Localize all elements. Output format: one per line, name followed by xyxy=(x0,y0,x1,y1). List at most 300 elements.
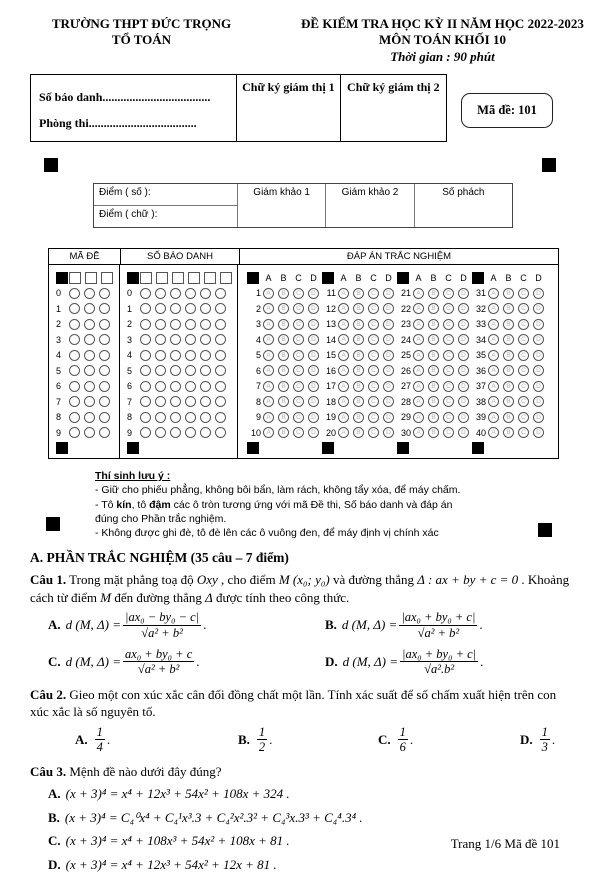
answer-bubble-q21-D[interactable]: D xyxy=(458,288,469,299)
answer-bubble-q20-C[interactable]: C xyxy=(368,427,379,438)
answer-bubble-q35-D[interactable]: D xyxy=(533,350,544,361)
exam-code-bubble-0[interactable] xyxy=(99,288,110,299)
answer-corner-slot xyxy=(247,272,261,284)
answer-bubble-q31-D[interactable]: D xyxy=(533,288,544,299)
answer-bubble-q7-B[interactable]: B xyxy=(278,381,289,392)
question-number: 20 xyxy=(325,427,336,438)
answer-bubble-q23-B[interactable]: B xyxy=(428,319,439,330)
answer-bubble-q27-B[interactable]: B xyxy=(428,381,439,392)
answer-bubble-q20-A[interactable]: A xyxy=(338,427,349,438)
exam-code-bubble-5[interactable] xyxy=(69,365,80,376)
question-number: 28 xyxy=(400,396,411,407)
candidate-number-bubble-8[interactable] xyxy=(215,412,226,423)
exam-code-digit-label: 4 xyxy=(56,350,62,361)
candidate-number-bubble-0[interactable] xyxy=(185,288,196,299)
answer-bubble-q13-C[interactable]: C xyxy=(368,319,379,330)
answer-bubble-q33-A[interactable]: A xyxy=(488,319,499,330)
answer-bubble-q29-A[interactable]: A xyxy=(413,412,424,423)
answer-bubble-q1-C[interactable]: C xyxy=(293,288,304,299)
answer-bubble-q9-B[interactable]: B xyxy=(278,412,289,423)
answer-bubble-q8-D[interactable]: D xyxy=(308,396,319,407)
answer-bubble-q34-D[interactable]: D xyxy=(533,334,544,345)
answer-bubble-q5-A[interactable]: A xyxy=(263,350,274,361)
answer-bubble-q14-B[interactable]: B xyxy=(353,334,364,345)
candidate-number-digit-label: 1 xyxy=(127,303,133,314)
exam-code-bubble-3[interactable] xyxy=(99,334,110,345)
answer-bubble-q30-A[interactable]: A xyxy=(413,427,424,438)
option-b xyxy=(325,610,602,640)
exam-code-bubble-5[interactable] xyxy=(99,365,110,376)
answer-bubble-q26-D[interactable]: D xyxy=(458,365,469,376)
answer-bubble-q30-D[interactable]: D xyxy=(458,427,469,438)
exam-code-column-header: MÃ ĐỀ xyxy=(69,250,100,262)
answer-bubble-q8-A[interactable]: A xyxy=(263,396,274,407)
answer-bubble-q2-D[interactable]: D xyxy=(308,303,319,314)
answer-bubble-q10-A[interactable]: A xyxy=(263,427,274,438)
candidate-number-bubble-8[interactable] xyxy=(185,412,196,423)
answer-bubble-q37-A[interactable]: A xyxy=(488,381,499,392)
candidate-number-bubble-8[interactable] xyxy=(140,412,151,423)
candidate-number-bubble-2[interactable] xyxy=(215,319,226,330)
answer-bubble-q17-A[interactable]: A xyxy=(338,381,349,392)
answer-bubble-q24-D[interactable]: D xyxy=(458,334,469,345)
option-formula: (x + 3)⁴ = x⁴ + 12x³ + 54x² + 108x + 324 . xyxy=(65,786,290,802)
answer-bubble-q26-A[interactable]: A xyxy=(413,365,424,376)
candidate-number-bubble-5[interactable] xyxy=(155,365,166,376)
answer-bubble-q2-C[interactable]: C xyxy=(293,303,304,314)
question-number: 23 xyxy=(400,319,411,330)
candidate-number-bubble-7[interactable] xyxy=(155,396,166,407)
answer-bubble-q10-D[interactable]: D xyxy=(308,427,319,438)
answer-bubble-q18-D[interactable]: D xyxy=(383,396,394,407)
answer-bubble-q11-A[interactable]: A xyxy=(338,288,349,299)
question-number: 33 xyxy=(475,319,486,330)
answer-bubble-q33-D[interactable]: D xyxy=(533,319,544,330)
answer-bubble-q37-C[interactable]: C xyxy=(518,381,529,392)
notes-title: Thí sinh lưu ý : xyxy=(95,470,171,483)
exam-code-bubble-1[interactable] xyxy=(84,303,95,314)
candidate-number-bubble-3[interactable] xyxy=(170,334,181,345)
exam-code-bubble-6[interactable] xyxy=(84,381,95,392)
answer-bubble-q8-C[interactable]: C xyxy=(293,396,304,407)
answer-bubble-q25-C[interactable]: C xyxy=(443,350,454,361)
candidate-number-bubble-3[interactable] xyxy=(140,334,151,345)
answer-bubble-q27-D[interactable]: D xyxy=(458,381,469,392)
candidate-number-digit-row xyxy=(127,365,237,377)
answer-row-17 xyxy=(322,380,397,392)
answer-bubble-q9-A[interactable]: A xyxy=(263,412,274,423)
candidate-number-digit-row xyxy=(127,318,237,330)
candidate-number-bubble-2[interactable] xyxy=(170,319,181,330)
answer-bubble-q6-A[interactable]: A xyxy=(263,365,274,376)
answer-bubble-q24-B[interactable]: B xyxy=(428,334,439,345)
proctor1-signature-cell: Chữ ký giám thị 1 xyxy=(236,75,339,141)
exam-code-bubble-2[interactable] xyxy=(99,319,110,330)
answer-bubble-q40-A[interactable]: A xyxy=(488,427,499,438)
text-fragment: các ô tròn tương ứng với mã Đề thi, Số báo danh và đáp án đúng cho Phần trắc nghiệm. xyxy=(95,498,453,525)
candidate-number-bubble-2[interactable] xyxy=(155,319,166,330)
candidate-number-bubble-6[interactable] xyxy=(170,381,181,392)
exam-code-bubble-8[interactable] xyxy=(69,412,80,423)
answer-bubble-q15-D[interactable]: D xyxy=(383,350,394,361)
text-fragment: kín xyxy=(116,498,132,511)
answer-bubble-q10-B[interactable]: B xyxy=(278,427,289,438)
answer-bubble-q30-C[interactable]: C xyxy=(443,427,454,438)
answer-bubble-q39-C[interactable]: C xyxy=(518,412,529,423)
answer-bubble-q38-C[interactable]: C xyxy=(518,396,529,407)
answer-bubble-q12-B[interactable]: B xyxy=(353,303,364,314)
candidate-number-bubble-6[interactable] xyxy=(185,381,196,392)
exam-code-bubble-2[interactable] xyxy=(84,319,95,330)
answer-bubble-q14-C[interactable]: C xyxy=(368,334,379,345)
candidate-number-bubble-0[interactable] xyxy=(200,288,211,299)
answer-bubble-q21-C[interactable]: C xyxy=(443,288,454,299)
answer-bubble-q26-C[interactable]: C xyxy=(443,365,454,376)
answer-bubble-q20-B[interactable]: B xyxy=(353,427,364,438)
candidate-number-bubble-0[interactable] xyxy=(155,288,166,299)
candidate-number-bubble-9[interactable] xyxy=(170,427,181,438)
answer-bubble-q25-A[interactable]: A xyxy=(413,350,424,361)
candidate-number-bubble-4[interactable] xyxy=(140,350,151,361)
answer-bubble-q32-A[interactable]: A xyxy=(488,303,499,314)
answer-bubble-q17-D[interactable]: D xyxy=(383,381,394,392)
answer-bubble-q32-C[interactable]: C xyxy=(518,303,529,314)
exam-code-bubble-8[interactable] xyxy=(84,412,95,423)
answer-bubble-q7-C[interactable]: C xyxy=(293,381,304,392)
answer-bubble-q9-D[interactable]: D xyxy=(308,412,319,423)
candidate-number-bubble-0[interactable] xyxy=(215,288,226,299)
answer-bubble-q35-A[interactable]: A xyxy=(488,350,499,361)
candidate-number-bubble-1[interactable] xyxy=(185,303,196,314)
fraction-numerator: |ax₀ + by₀ + c| xyxy=(402,646,477,661)
text-fragment: được tính theo công thức. xyxy=(212,589,350,605)
candidate-number-bubble-3[interactable] xyxy=(155,334,166,345)
answer-bubble-q39-B[interactable]: B xyxy=(503,412,514,423)
answer-bubble-q23-D[interactable]: D xyxy=(458,319,469,330)
candidate-number-bubble-3[interactable] xyxy=(215,334,226,345)
exam-code-bubble-7[interactable] xyxy=(99,396,110,407)
candidate-number-bubble-7[interactable] xyxy=(215,396,226,407)
answer-bubble-q6-B[interactable]: B xyxy=(278,365,289,376)
answer-bubble-q6-C[interactable]: C xyxy=(293,365,304,376)
answer-bubble-q19-B[interactable]: B xyxy=(353,412,364,423)
answer-bubble-q21-B[interactable]: B xyxy=(428,288,439,299)
question-number: 40 xyxy=(475,427,486,438)
candidate-number-bubble-0[interactable] xyxy=(170,288,181,299)
question-number: 27 xyxy=(400,381,411,392)
answer-bubble-q33-C[interactable]: C xyxy=(518,319,529,330)
question-number: 21 xyxy=(400,288,411,299)
answer-bubble-q1-D[interactable]: D xyxy=(308,288,319,299)
answer-bubble-q16-B[interactable]: B xyxy=(353,365,364,376)
answer-bubble-q20-D[interactable]: D xyxy=(383,427,394,438)
answer-bubble-q11-C[interactable]: C xyxy=(368,288,379,299)
answer-bubble-q11-D[interactable]: D xyxy=(383,288,394,299)
candidate-number-bubble-5[interactable] xyxy=(140,365,151,376)
answer-bubble-q38-B[interactable]: B xyxy=(503,396,514,407)
answer-row-23 xyxy=(397,318,472,330)
answer-bubble-q27-A[interactable]: A xyxy=(413,381,424,392)
candidate-number-bubble-7[interactable] xyxy=(200,396,211,407)
candidate-number-bubble-6[interactable] xyxy=(140,381,151,392)
answer-bubble-q36-A[interactable]: A xyxy=(488,365,499,376)
candidate-number-bubble-2[interactable] xyxy=(185,319,196,330)
exam-code-bubble-0[interactable] xyxy=(69,288,80,299)
exam-code-bubble-2[interactable] xyxy=(69,319,80,330)
answer-bubble-q22-D[interactable]: D xyxy=(458,303,469,314)
answer-bubble-q36-D[interactable]: D xyxy=(533,365,544,376)
answer-bubble-q32-D[interactable]: D xyxy=(533,303,544,314)
answer-bubble-q40-B[interactable]: B xyxy=(503,427,514,438)
candidate-number-bubble-6[interactable] xyxy=(155,381,166,392)
answer-bubble-q23-C[interactable]: C xyxy=(443,319,454,330)
answer-bubble-q24-C[interactable]: C xyxy=(443,334,454,345)
candidate-number-bubble-4[interactable] xyxy=(170,350,181,361)
answer-bubble-q13-D[interactable]: D xyxy=(383,319,394,330)
candidate-number-bubble-1[interactable] xyxy=(215,303,226,314)
answer-bubble-q14-D[interactable]: D xyxy=(383,334,394,345)
answer-bubble-q28-D[interactable]: D xyxy=(458,396,469,407)
answer-bubble-q19-D[interactable]: D xyxy=(383,412,394,423)
answer-bubble-q26-B[interactable]: B xyxy=(428,365,439,376)
answer-bubble-q2-B[interactable]: B xyxy=(278,303,289,314)
candidate-number-bubble-8[interactable] xyxy=(170,412,181,423)
candidate-number-header-row xyxy=(127,272,237,284)
exam-code-bubble-7[interactable] xyxy=(84,396,95,407)
answer-bubble-q3-D[interactable]: D xyxy=(308,319,319,330)
answer-bubble-q12-C[interactable]: C xyxy=(368,303,379,314)
answer-bubble-q4-C[interactable]: C xyxy=(293,334,304,345)
candidate-number-bubble-6[interactable] xyxy=(215,381,226,392)
exam-code-bubble-6[interactable] xyxy=(69,381,80,392)
question-number: 8 xyxy=(255,396,261,407)
candidate-number-bubble-5[interactable] xyxy=(185,365,196,376)
candidate-number-bubble-1[interactable] xyxy=(140,303,151,314)
answer-row-34 xyxy=(472,334,547,346)
answer-bubble-q14-A[interactable]: A xyxy=(338,334,349,345)
candidate-number-bubble-1[interactable] xyxy=(200,303,211,314)
answer-bubble-q21-A[interactable]: A xyxy=(413,288,424,299)
answer-bubble-q10-C[interactable]: C xyxy=(293,427,304,438)
candidate-number-bubble-5[interactable] xyxy=(215,365,226,376)
exam-code-bubble-3[interactable] xyxy=(84,334,95,345)
answer-bubble-q3-A[interactable]: A xyxy=(263,319,274,330)
answer-bubble-q28-A[interactable]: A xyxy=(413,396,424,407)
answer-bubble-q24-A[interactable]: A xyxy=(413,334,424,345)
answer-bubble-q25-B[interactable]: B xyxy=(428,350,439,361)
answer-bubble-q34-B[interactable]: B xyxy=(503,334,514,345)
answer-bubble-q1-B[interactable]: B xyxy=(278,288,289,299)
option-a xyxy=(48,610,325,640)
answer-bubble-q6-D[interactable]: D xyxy=(308,365,319,376)
answer-bubble-q2-A[interactable]: A xyxy=(263,303,274,314)
exam-code-bubble-4[interactable] xyxy=(69,350,80,361)
exam-code-bubble-4[interactable] xyxy=(99,350,110,361)
fraction-numerator: |ax₀ + by₀ + c| xyxy=(401,610,476,625)
answer-bubble-q31-C[interactable]: C xyxy=(518,288,529,299)
candidate-number-bubble-7[interactable] xyxy=(185,396,196,407)
answer-bubble-q38-D[interactable]: D xyxy=(533,396,544,407)
candidate-number-bubble-4[interactable] xyxy=(200,350,211,361)
exam-code-bubble-1[interactable] xyxy=(69,303,80,314)
answer-bubble-q40-C[interactable]: C xyxy=(518,427,529,438)
answer-bubble-q40-D[interactable]: D xyxy=(533,427,544,438)
answer-bubble-q38-A[interactable]: A xyxy=(488,396,499,407)
answer-bubble-q3-C[interactable]: C xyxy=(293,319,304,330)
question-number: 39 xyxy=(475,412,486,423)
candidate-number-bubble-3[interactable] xyxy=(185,334,196,345)
exam-code-bubble-9[interactable] xyxy=(99,427,110,438)
answer-bubble-q13-B[interactable]: B xyxy=(353,319,364,330)
answer-bubble-q7-D[interactable]: D xyxy=(308,381,319,392)
answer-bubble-q22-B[interactable]: B xyxy=(428,303,439,314)
answer-bubble-q32-B[interactable]: B xyxy=(503,303,514,314)
answer-bubble-q3-B[interactable]: B xyxy=(278,319,289,330)
answer-bubble-q5-B[interactable]: B xyxy=(278,350,289,361)
candidate-number-bubble-1[interactable] xyxy=(155,303,166,314)
candidate-number-bubble-4[interactable] xyxy=(155,350,166,361)
candidate-number-bubble-9[interactable] xyxy=(215,427,226,438)
candidate-number-bubble-5[interactable] xyxy=(170,365,181,376)
answer-bubble-q31-B[interactable]: B xyxy=(503,288,514,299)
exam-code-bubble-7[interactable] xyxy=(69,396,80,407)
answer-bubble-q37-D[interactable]: D xyxy=(533,381,544,392)
answer-bubble-q28-B[interactable]: B xyxy=(428,396,439,407)
answer-bubble-q1-A[interactable]: A xyxy=(263,288,274,299)
answer-bubble-q8-B[interactable]: B xyxy=(278,396,289,407)
exam-code-bubble-9[interactable] xyxy=(84,427,95,438)
answer-bubble-q34-C[interactable]: C xyxy=(518,334,529,345)
candidate-number-bubble-3[interactable] xyxy=(200,334,211,345)
answer-bubble-q34-A[interactable]: A xyxy=(488,334,499,345)
candidate-number-bubble-9[interactable] xyxy=(140,427,151,438)
exam-code-digit-row xyxy=(56,427,119,439)
answer-bubble-q12-A[interactable]: A xyxy=(338,303,349,314)
answer-bubble-q27-C[interactable]: C xyxy=(443,381,454,392)
formula-fraction xyxy=(400,647,478,677)
sqrt-icon xyxy=(424,662,431,676)
candidate-number-digit-label: 5 xyxy=(127,365,133,376)
candidate-number-bubble-9[interactable] xyxy=(200,427,211,438)
answer-bubble-q15-B[interactable]: B xyxy=(353,350,364,361)
answer-row-22 xyxy=(397,303,472,315)
answer-bubble-q35-C[interactable]: C xyxy=(518,350,529,361)
exam-code-bubble-0[interactable] xyxy=(84,288,95,299)
candidate-number-bubble-6[interactable] xyxy=(200,381,211,392)
answer-bubble-q18-C[interactable]: C xyxy=(368,396,379,407)
answer-bubble-q31-A[interactable]: A xyxy=(488,288,499,299)
option-period: . xyxy=(106,731,111,747)
choice-letter-D: D xyxy=(535,272,542,283)
answer-bubble-q5-C[interactable]: C xyxy=(293,350,304,361)
notes-line-2 xyxy=(95,498,467,526)
candidate-number-bubble-9[interactable] xyxy=(155,427,166,438)
answer-bubble-q29-D[interactable]: D xyxy=(458,412,469,423)
answer-bubble-q16-A[interactable]: A xyxy=(338,365,349,376)
answer-bubble-q5-D[interactable]: D xyxy=(308,350,319,361)
answer-bubble-q25-D[interactable]: D xyxy=(458,350,469,361)
sqrt-icon xyxy=(138,662,145,676)
candidate-number-write-box xyxy=(172,272,184,284)
candidate-number-bubble-9[interactable] xyxy=(185,427,196,438)
answer-block-header xyxy=(472,272,547,284)
fiducial-square xyxy=(44,158,58,172)
candidate-number-bubble-8[interactable] xyxy=(155,412,166,423)
candidate-number-bubble-2[interactable] xyxy=(140,319,151,330)
answer-bubble-q22-C[interactable]: C xyxy=(443,303,454,314)
candidate-number-bubble-4[interactable] xyxy=(185,350,196,361)
answer-bubble-q19-C[interactable]: C xyxy=(368,412,379,423)
candidate-number-bubble-7[interactable] xyxy=(170,396,181,407)
answer-bubble-q19-A[interactable]: A xyxy=(338,412,349,423)
question-3-text: Mệnh đề nào dưới đây đúng? xyxy=(66,763,222,779)
answer-bubble-q12-D[interactable]: D xyxy=(383,303,394,314)
exam-code-bubble-9[interactable] xyxy=(69,427,80,438)
candidate-number-digit-row xyxy=(127,349,237,361)
option-label: A. xyxy=(48,786,61,802)
question-number: 30 xyxy=(400,427,411,438)
exam-code-bubble-8[interactable] xyxy=(99,412,110,423)
answer-bubble-q9-C[interactable]: C xyxy=(293,412,304,423)
answer-corner-slot xyxy=(322,272,336,284)
candidate-number-bubble-0[interactable] xyxy=(140,288,151,299)
candidate-number-bubble-4[interactable] xyxy=(215,350,226,361)
exam-code-bubble-4[interactable] xyxy=(84,350,95,361)
answer-bubble-q35-B[interactable]: B xyxy=(503,350,514,361)
candidate-number-bubble-7[interactable] xyxy=(140,396,151,407)
candidate-number-bubble-1[interactable] xyxy=(170,303,181,314)
answer-bubble-q29-B[interactable]: B xyxy=(428,412,439,423)
answer-bubble-q29-C[interactable]: C xyxy=(443,412,454,423)
answer-bubble-q36-C[interactable]: C xyxy=(518,365,529,376)
exam-code-bubble-5[interactable] xyxy=(84,365,95,376)
answer-bubble-q11-B[interactable]: B xyxy=(353,288,364,299)
exam-code-bubble-6[interactable] xyxy=(99,381,110,392)
answer-bubble-q28-C[interactable]: C xyxy=(443,396,454,407)
candidate-number-bubble-5[interactable] xyxy=(200,365,211,376)
answer-bubble-q17-C[interactable]: C xyxy=(368,381,379,392)
option-label: B. xyxy=(48,809,60,825)
answer-bubble-q7-A[interactable]: A xyxy=(263,381,274,392)
answer-bubble-q36-B[interactable]: B xyxy=(503,365,514,376)
answer-bubble-q18-B[interactable]: B xyxy=(353,396,364,407)
answer-bubble-q18-A[interactable]: A xyxy=(338,396,349,407)
answer-bubble-q16-C[interactable]: C xyxy=(368,365,379,376)
exam-code-bubble-3[interactable] xyxy=(69,334,80,345)
answer-bubble-q15-A[interactable]: A xyxy=(338,350,349,361)
answer-bubble-q4-D[interactable]: D xyxy=(308,334,319,345)
answer-bubble-q13-A[interactable]: A xyxy=(338,319,349,330)
answer-bubble-q4-B[interactable]: B xyxy=(278,334,289,345)
answer-bubble-q15-C[interactable]: C xyxy=(368,350,379,361)
exam-code-bubble-1[interactable] xyxy=(99,303,110,314)
answer-bubble-q4-A[interactable]: A xyxy=(263,334,274,345)
candidate-number-bubble-8[interactable] xyxy=(200,412,211,423)
answer-bubble-q37-B[interactable]: B xyxy=(503,381,514,392)
answer-bubble-q39-D[interactable]: D xyxy=(533,412,544,423)
answer-bubble-q17-B[interactable]: B xyxy=(353,381,364,392)
answer-row-15 xyxy=(322,349,397,361)
answer-bubble-q22-A[interactable]: A xyxy=(413,303,424,314)
answer-bubble-q23-A[interactable]: A xyxy=(413,319,424,330)
answer-bubble-q30-B[interactable]: B xyxy=(428,427,439,438)
answer-bubble-q39-A[interactable]: A xyxy=(488,412,499,423)
answer-bubble-q16-D[interactable]: D xyxy=(383,365,394,376)
answer-bubble-q33-B[interactable]: B xyxy=(503,319,514,330)
text-fragment: Oxy xyxy=(196,572,218,588)
candidate-number-bubble-2[interactable] xyxy=(200,319,211,330)
candidate-number-digit-row xyxy=(127,303,237,315)
